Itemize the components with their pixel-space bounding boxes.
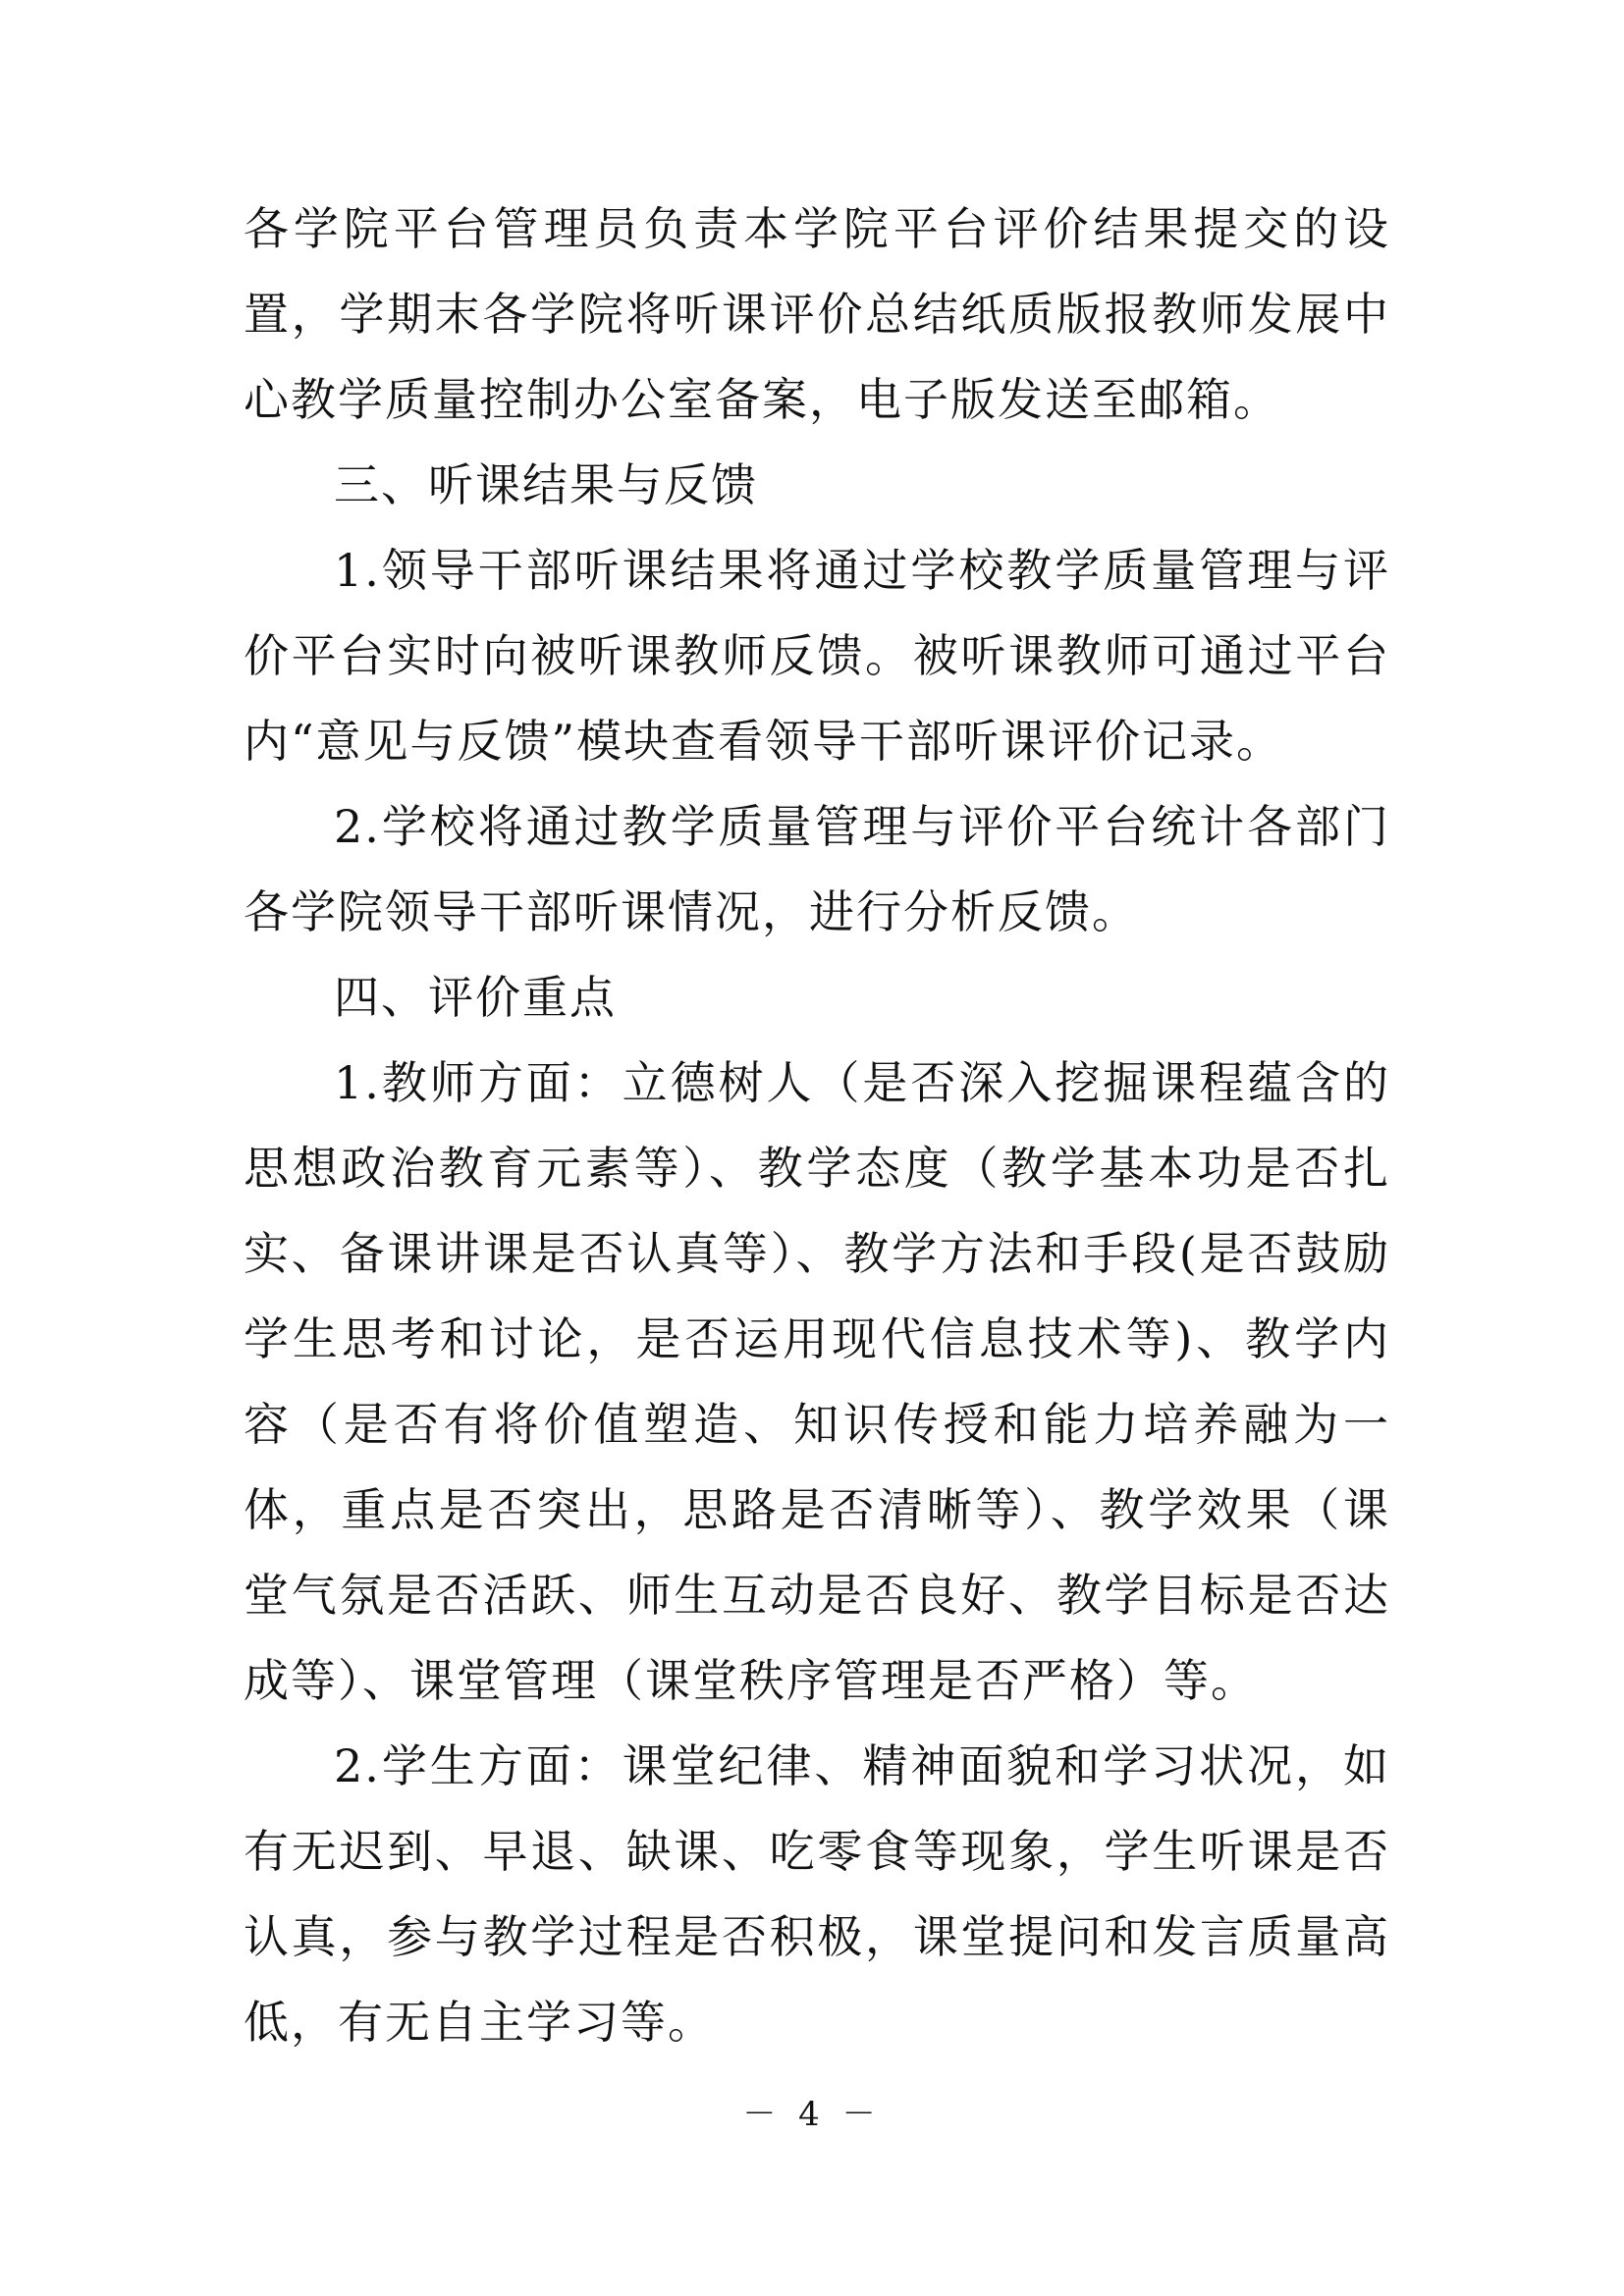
page-number: － 4 －	[742, 2095, 882, 2134]
heading-section-4: 四、评价重点	[334, 971, 617, 1024]
paragraph-teacher-criteria: 1.教师方面：立德树人（是否深入挖掘课程蕴含的思想政治教育元素等）、教学态度（教学基本功是否扎实、备课讲课是否认真等）、教学方法和手段(是否鼓励学生思考和讨论，是否运用现代信息技术等)、教学内容（是否有将价值塑造、知识传授和能力培养融为一体，重点是否突出，思路是否清晰等）、教学效果（课堂气氛是否活跃、师生互动是否良好、教学目标是否达成等）、课堂管理（课堂秩序管理是否严格）等。	[244, 1056, 1390, 1707]
paragraph-feedback-2: 2.学校将通过教学质量管理与评价平台统计各部门各学院领导干部听课情况，进行分析反馈。	[244, 800, 1390, 938]
paragraph-feedback-1: 1.领导干部听课结果将通过学校教学质量管理与评价平台实时向被听课教师反馈。被听课教师可通过平台内“意见与反馈”模块查看领导干部听课评价记录。	[244, 544, 1390, 768]
document-body	[244, 187, 1390, 2065]
heading-section-3: 三、听课结果与反馈	[334, 458, 758, 511]
paragraph-platform-admin: 各学院平台管理员负责本学院平台评价结果提交的设置，学期末各学院将听课评价总结纸质版报教师发展中心教学质量控制办公室备案，电子版发送至邮箱。	[244, 202, 1390, 426]
paragraph-student-criteria: 2.学生方面：课堂纪律、精神面貌和学习状况，如有无迟到、早退、缺课、吃零食等现象，学生听课是否认真，参与教学过程是否积极，课堂提问和发言质量高低，有无自主学习等。	[244, 1739, 1390, 2049]
